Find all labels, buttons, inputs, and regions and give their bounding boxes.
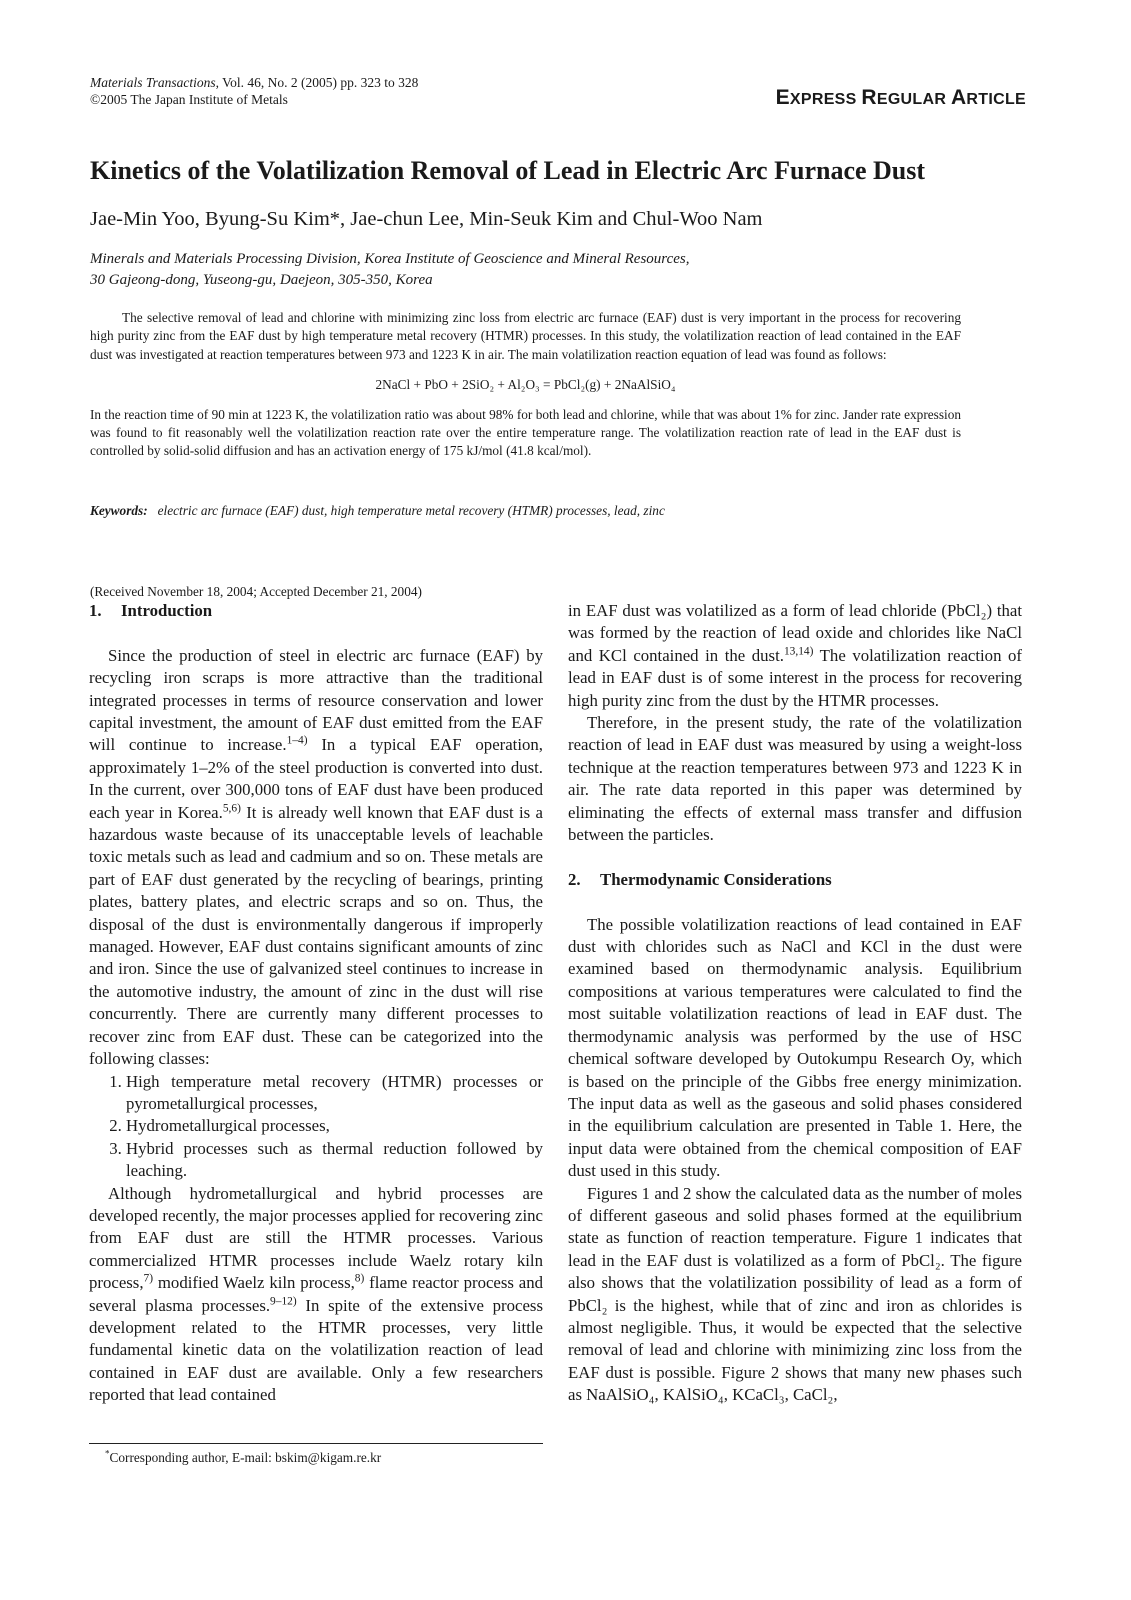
section-number: 1.: [89, 601, 102, 620]
citation-ref: 5,6): [222, 802, 241, 815]
journal-citation: [90, 74, 418, 108]
copyright-line: ©2005 The Japan Institute of Metals: [90, 92, 288, 107]
section-title: Thermodynamic Considerations: [600, 869, 832, 889]
citation-ref: 13,14): [783, 645, 814, 658]
abstract-paragraph: The selective removal of lead and chlorine with minimizing zinc loss from electric arc furnace (EAF) dust is very important in the process for recovering high purity zinc from the EAF dust by high temperature metal recovery (HTMR) processes. In this study, the volatilization reaction of lead contained in the EAF dust was investigated at reaction temperatures between 973 and 1223 K in air. The main volatilization reaction equation of lead was found as follows:: [90, 310, 961, 362]
process-class-list: [89, 1071, 543, 1183]
affiliation-line: Minerals and Materials Processing Division, Korea Institute of Geoscience and Mineral Resources,: [90, 251, 690, 267]
body-text: Since the production of steel in electric arc furnace (EAF) by recycling iron scraps is more attractive than the traditional integrated processes in terms of resource conservation and lower capital investment, the amount of EAF dust emitted from the EAF will continue to increase.: [89, 645, 543, 755]
article-type-initial: R: [861, 86, 877, 109]
received-dates: (Received November 18, 2004; Accepted December 21, 2004): [90, 584, 422, 599]
citation-ref: 8): [354, 1272, 365, 1285]
body-paragraph: Therefore, in the present study, the rate of the volatilization reaction of lead in EAF dust was measured by using a weight-loss technique at the reaction temperatures between 973 and 1223 K in air. The rate data reported in this paper was determined by eliminating the effects of external mass transfer and diffusion between the particles.: [568, 713, 1022, 845]
body-text: It is already well known that EAF dust is a hazardous waste because of its unacceptable levels of leachable toxic metals such as lead and cadmium and so on. These metals are part of EAF dust generated by the recycling of bearings, printing plates, battery plates, and electric scraps and so on. Thus, the disposal of the dust is environmentally dangerous if improperly managed. However, EAF dust contains significant amounts of zinc and iron. Since the use of galvanized steel continues to increase in the automotive industry, the amount of zinc in the dust will rise concurrently. There are currently many different processes to recover zinc from EAF dust. These can be categorized into the following classes:: [89, 802, 543, 1069]
body-text: In a typical EAF operation, approximately 1–2% of the steel production is converted into dust. In the current, over 300,000 tons of EAF dust have been produced each year in Korea.: [89, 735, 543, 822]
right-column: [568, 600, 1022, 1407]
section-heading: [89, 600, 543, 622]
article-type-rest: XPRESS: [789, 91, 862, 108]
section-number: 2.: [568, 869, 581, 889]
abstract-paragraph: In the reaction time of 90 min at 1223 K, the volatilization ratio was about 98% for both lead and chlorine, while that was about 1% for zinc. Jander rate expression was found to fit reasonably well the volatilization reaction rate over the entire temperature range. The volatilization reaction rate of lead in the EAF dust is controlled by solid-solid diffusion and has an activation energy of 175 kJ/mol (41.8 kcal/mol).: [90, 406, 961, 459]
journal-name: Materials Transactions: [90, 75, 216, 90]
citation-ref: 9–12): [270, 1294, 297, 1307]
paper-title: Kinetics of the Volatilization Removal of Lead in Electric Arc Furnace Dust: [90, 156, 926, 185]
body-paragraph: [568, 600, 1022, 712]
body-text: In spite of the extensive process development related to the HTMR processes, very little fundamental kinetic data on the volatilization reaction of lead contained in EAF dust are available. Only a few researchers reported that lead contained: [89, 1295, 543, 1405]
footnote-text: Corresponding author, E-mail: bskim@kigam.re.kr: [109, 1450, 382, 1465]
article-type-initial: A: [950, 86, 967, 109]
citation-ref: 1–4): [286, 734, 308, 747]
article-type: [776, 86, 1026, 110]
article-type-rest: RTICLE: [966, 91, 1026, 108]
abstract: [90, 309, 961, 461]
keywords-text: electric arc furnace (EAF) dust, high temperature metal recovery (HTMR) processes, lead, zinc: [157, 503, 665, 518]
body-text: flame reactor process and several plasma processes.: [89, 1273, 543, 1315]
article-type-initial: E: [775, 86, 790, 109]
section-title: Introduction: [121, 601, 213, 620]
citation-ref: 7): [143, 1272, 154, 1285]
footnote-divider: [89, 1443, 543, 1444]
body-paragraph: [89, 1183, 543, 1407]
affiliation: [90, 249, 690, 291]
body-text: in EAF dust was volatilized as a form of lead chloride (PbCl₂) that was formed by the reaction of lead oxide and chlorides like NaCl and KCl contained in the dust.: [568, 601, 1022, 665]
left-column: [89, 600, 543, 1407]
keywords-label: Keywords:: [90, 503, 148, 518]
reaction-equation: 2NaCl + PbO + 2SiO₂ + Al₂O₃ = PbCl₂(g) + 2NaAlSiO₄: [375, 377, 676, 393]
section-heading: [568, 869, 1022, 891]
body-text: The volatilization reaction of lead in EAF dust is of some interest in the process for recovering high purity zinc from the dust by the HTMR processes.: [568, 645, 1022, 710]
list-item: 3. Hybrid processes such as thermal reduction followed by leaching.: [126, 1138, 543, 1183]
body-text: modified Waelz kiln process,: [153, 1273, 355, 1293]
article-type-rest: EGULAR: [876, 91, 951, 108]
body-paragraph: [89, 645, 543, 1071]
body-paragraph: Figures 1 and 2 show the calculated data as the number of moles of different gaseous and solid phases formed at the equilibrium state as function of reaction temperature. Figure 1 indicates that lead in the EAF dust is volatilized as a form of PbCl₂. The figure also shows that the volatilization possibility of lead as a form of PbCl₂ is the highest, while that of zinc and iron as chlorides is almost negligible. Thus, it would be expected that the selective removal of lead and chlorine with minimizing zinc loss from the EAF dust is possible. Figure 2 shows that many new phases such as NaAlSiO₄, KAlSiO₄, KCaCl₃, CaCl₂,: [568, 1183, 1022, 1405]
author-list: Jae-Min Yoo, Byung-Su Kim*, Jae-chun Lee, Min-Seuk Kim and Chul-Woo Nam: [90, 208, 763, 230]
list-item: 1. High temperature metal recovery (HTMR) processes or pyrometallurgical processes,: [126, 1071, 543, 1116]
body-text: Although hydrometallurgical and hybrid processes are developed recently, the major processes applied for recovering zinc from EAF dust are still the HTMR processes. Various commercialized HTMR processes include Waelz rotary kiln process,: [89, 1183, 543, 1293]
list-item: 2. Hydrometallurgical processes,: [126, 1115, 543, 1137]
keywords: [90, 503, 665, 519]
affiliation-line: 30 Gajeong-dong, Yuseong-gu, Daejeon, 305-350, Korea: [90, 272, 433, 288]
journal-volume: , Vol. 46, No. 2 (2005) pp. 323 to 328: [215, 75, 419, 90]
footnote: [89, 1450, 381, 1466]
body-paragraph: The possible volatilization reactions of lead contained in EAF dust with chlorides such as NaCl and KCl in the dust were examined based on thermodynamic analysis. Equilibrium compositions at various temperatures were calculated to find the most suitable volatilization reactions of lead in EAF dust. The thermodynamic analysis was performed by the use of HSC chemical software developed by Outokumpu Research Oy, which is based on the principle of the Gibbs free energy minimization. The input data as well as the gaseous and solid phases considered in the equilibrium calculation are presented in Table 1. Here, the input data were obtained from the chemical composition of EAF dust used in this study.: [568, 914, 1022, 1181]
footnote-mark: *: [105, 1448, 110, 1459]
